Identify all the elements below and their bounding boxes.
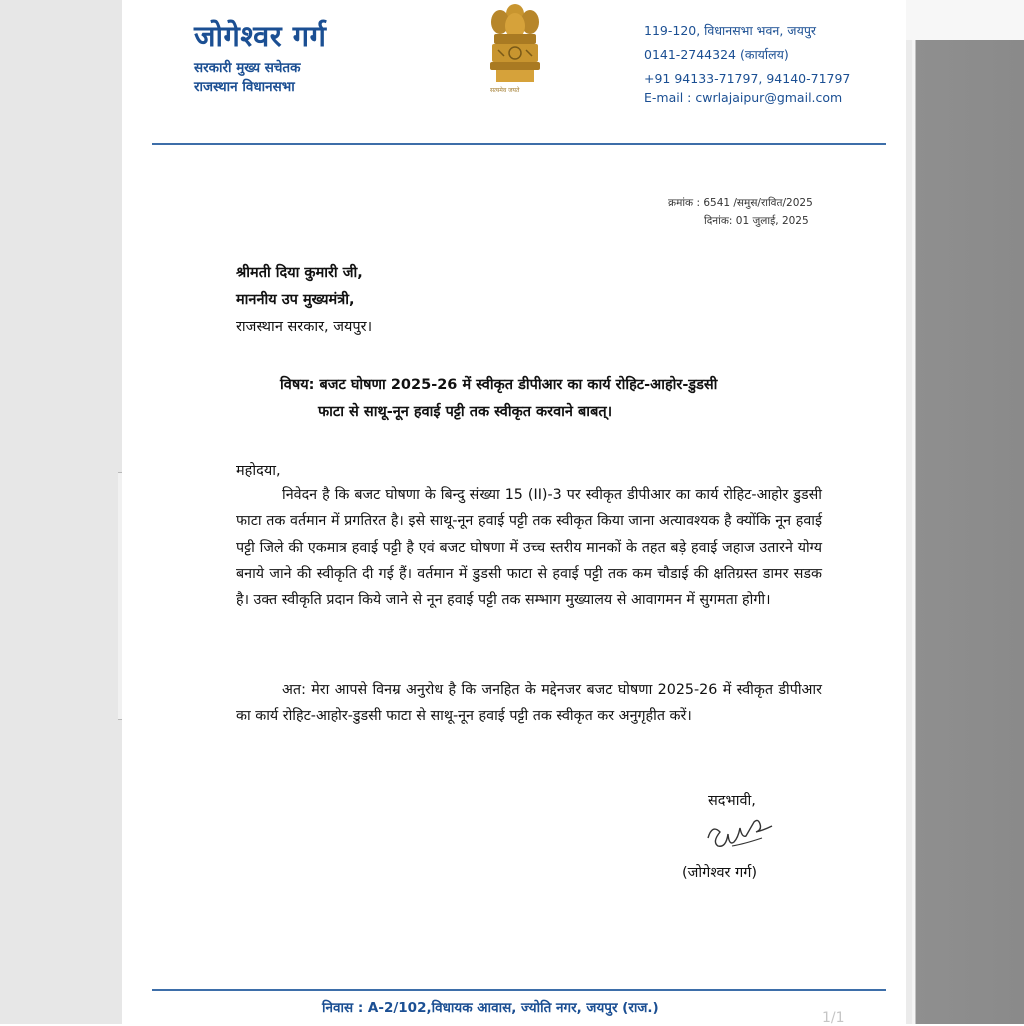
office-address: 119-120, विधानसभा भवन, जयपुर [644, 23, 817, 38]
email-address: E-mail : cwrlajaipur@gmail.com [644, 90, 843, 105]
letterhead-assembly: राजस्थान विधानसभा [194, 79, 295, 95]
letter-page [122, 0, 906, 1024]
salutation: महोदया, [236, 463, 281, 479]
footer-divider [152, 989, 886, 991]
addressee-office: राजस्थान सरकार, जयपुर। [236, 319, 373, 335]
emblem-motto: सत्यमेव जयते [490, 87, 520, 94]
addressee-name: श्रीमती दिया कुमारी जी, [236, 265, 363, 281]
body-paragraph-1: निवेदन है कि बजट घोषणा के बिन्दु संख्या 15 (II)-3 पर स्वीकृत डीपीआर का कार्य रोहिट-आहोर डुडसी फाटा तक वर्तमान में प्रगतिरत है। इसे साथू-नून हवाई पट्टी तक स्वीकृत किया जाना अत्यावश्यक है क्योंकि नून हवाई पट्टी जिले की एकमात्र हवाई पट्टी है एवं बजट घोषणा में उच्च स्तरीय मानकों के तहत बड़े हवाई जहाज उतारने योग्य बनाये जाने की स्वीकृति दी गई हैं। वर्तमान में डुडसी फाटा से हवाई पट्टी तक कम चौडाई की क्षतिग्रस्त डामर सडक है। उक्त स्वीकृति प्रदान किये जाने से नून हवाई पट्टी तक सम्भाग मुख्यालय से आवागमन में सुगमता होगी। [236, 487, 822, 609]
body-paragraph-2: अत: मेरा आपसे विनम्र अनुरोध है कि जनहित के मद्देनजर बजट घोषणा 2025-26 में स्वीकृत डीपीआर का कार्य रोहिट-आहोर-डुडसी फाटा से साथू-नून हवाई पट्टी तक स्वीकृत कर अनुगृहीत करें। [236, 682, 822, 725]
addressee-designation: माननीय उप मुख्यमंत्री, [236, 292, 355, 308]
mobile-phone: +91 94133-71797, 94140-71797 [644, 71, 851, 86]
valediction: सदभावी, [708, 793, 756, 809]
signatory-name: (जोगेश्वर गर्ग) [682, 865, 758, 881]
national-emblem-icon [484, 0, 546, 96]
residence-address: निवास : A-2/102,विधायक आवास, ज्योति नगर, जयपुर (राज.) [322, 1000, 659, 1016]
subject-line-1: विषय: बजट घोषणा 2025-26 में स्वीकृत डीपीआर का कार्य रोहिट-आहोर-डुडसी [280, 377, 718, 393]
reference-number: क्रमांक : 6541 /समुस/रावित/2025 [668, 197, 813, 209]
viewer-right-margin [906, 0, 1024, 1024]
handwritten-signature [702, 812, 786, 856]
letterhead-name: जोगेश्वर गर्ग [194, 19, 327, 53]
office-phone: 0141-2744324 (कार्यालय) [644, 47, 789, 62]
letter-date: दिनांक: 01 जुलाई, 2025 [704, 215, 809, 227]
subject-line-2: फाटा से साथू-नून हवाई पट्टी तक स्वीकृत करवाने बाबत्। [318, 404, 613, 420]
page-indicator: 1/1 [822, 1010, 845, 1026]
viewer-right-margin-top [906, 0, 1024, 40]
header-divider [152, 143, 886, 145]
letterhead-designation: सरकारी मुख्य सचेतक [194, 60, 301, 76]
viewer-left-margin [0, 0, 122, 1024]
